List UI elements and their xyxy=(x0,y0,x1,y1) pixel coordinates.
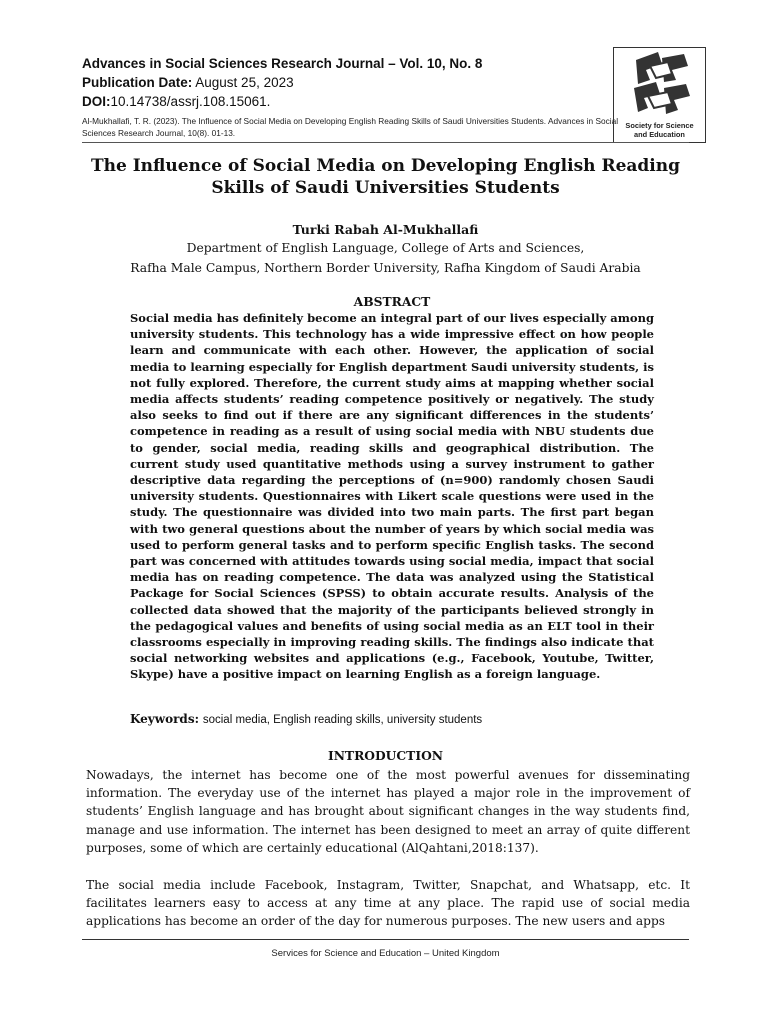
introduction-heading: INTRODUCTION xyxy=(327,748,444,763)
paper-title: The Influence of Social Media on Developing English Reading Skills of Saudi Universities Students xyxy=(90,156,681,198)
doi: DOI:10.14738/assrj.108.15061. xyxy=(82,94,271,109)
publication-date: Publication Date: August 25, 2023 xyxy=(82,75,294,90)
citation: Al-Mukhallafi, T. R. (2023). The Influence of Social Media on Developing English Reading Skills of Saudi Universities Students. Advances in Social Sciences Research Journal, 10(8). 01-13. xyxy=(82,116,619,138)
society-logo xyxy=(613,47,706,143)
author-affiliation: Department of English Language, College of Arts and Sciences, Rafha Male Campus, Northern Border University, Rafha Kingdom of Saudi Arabia xyxy=(130,241,641,275)
page-footer: Services for Science and Education – United Kingdom xyxy=(271,948,500,959)
keywords-value: social media, English reading skills, university students xyxy=(202,714,483,726)
keywords-label: Keywords: xyxy=(130,712,200,726)
intro-paragraph-1: Nowadays, the internet has become one of the most powerful avenues for disseminating information. The everyday use of the internet has played a major role in the improvement of students’ English language and has brought about significant changes in the way students find, manage and use information. The internet has been designed to meet an array of quite different purposes, some of which are certainly educational (AlQahtani,2018:137). xyxy=(86,768,690,855)
header-divider xyxy=(82,142,689,143)
logo-caption: Society for Science and Education xyxy=(625,121,694,139)
author-name: Turki Rabah Al-Mukhallafi xyxy=(292,222,479,237)
keywords xyxy=(130,712,654,726)
journal-line: Advances in Social Sciences Research Journal – Vol. 10, No. 8 xyxy=(82,56,483,71)
abstract-text: Social media has definitely become an integral part of our lives especially among university students. This technology has a wide impressive effect on how people learn and communicate with each other. However, the application of social media to learning especially for English department Saudi university students, is not fully explored. Therefore, the current study aims at mapping whether social media affects students’ reading competence positively or negatively. The study also seeks to find out if there are any significant differences in the students’ competence in reading as a result of using social media with NBU students due to gender, social media, reading skills and geographical distribution. The current study used quantitative methods using a survey instrument to gather descriptive data regarding the perceptions of (n=900) randomly chosen Saudi university students. Questionnaires with Likert scale questions were used in the study. The questionnaire was divided into two main parts. The first part began with two general questions about the number of years by which social media was used to perform general tasks and to perform specific English tasks. The second part was concerned with attitudes towards using social media, impact that social media has on reading competence. The data was analyzed using the Statistical Package for Social Sciences (SPSS) to obtain accurate results. Analysis of the collected data showed that the majority of the participants believed strongly in the pedagogical values and benefits of using social media as an ELT tool in their classrooms especially in improving reading skills. The findings also indicate that social networking websites and applications (e.g., Facebook, Youtube, Twitter, Skype) have a positive impact on learning English as a foreign language. xyxy=(130,311,654,682)
doi-link[interactable]: 10.14738/assrj.108.15061. xyxy=(110,94,271,109)
abstract-heading: ABSTRACT xyxy=(353,294,431,309)
sse-logo-icon xyxy=(628,52,692,122)
journal-header xyxy=(82,54,622,139)
intro-paragraph-2: The social media include Facebook, Instagram, Twitter, Snapchat, and Whatsapp, etc. It facilitates learners easy to access at any time at any place. The rapid use of social media applications has become an order of the day for numerous purposes. The new users and apps xyxy=(86,878,690,929)
footer-divider xyxy=(82,939,689,940)
